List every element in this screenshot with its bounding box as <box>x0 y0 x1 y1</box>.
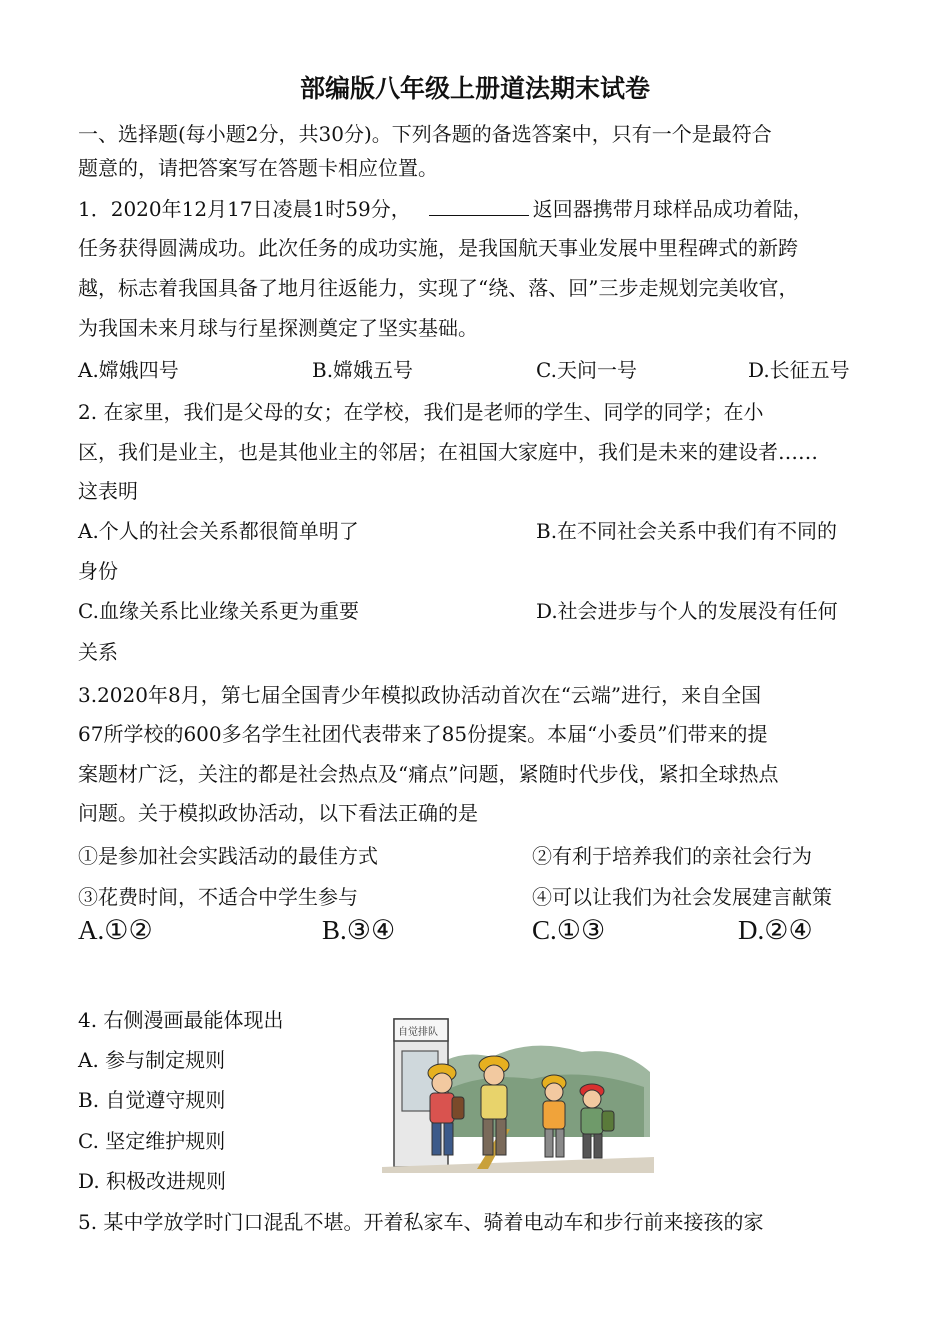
question-4-option-a: A. 参与制定规则 <box>78 1048 226 1072</box>
queue-cartoon <box>382 1017 654 1173</box>
question-1-option-a: A.嫦娥四号 <box>78 358 179 382</box>
question-2-option-c: C.血缘关系比业缘关系更为重要 <box>78 599 359 623</box>
section-instruction-line: 一、选择题(每小题2分，共30分)。下列各题的备选答案中，只有一个是最符合 <box>78 122 772 146</box>
question-1-line: 为我国未来月球与行星探测奠定了坚实基础。 <box>78 316 478 340</box>
question-3-line: 问题。关于模拟政协活动，以下看法正确的是 <box>78 801 478 825</box>
question-2-line: 这表明 <box>78 479 138 503</box>
question-2-option-d: D.社会进步与个人的发展没有任何 <box>536 599 838 623</box>
booth-sign-text: 自觉排队 <box>398 1027 438 1038</box>
question-4-option-c: C. 坚定维护规则 <box>78 1129 226 1153</box>
section-instruction-line: 题意的，请把答案写在答题卡相应位置。 <box>78 156 438 180</box>
question-3-option-a: A.①② <box>78 915 153 945</box>
question-3-line: 3.2020年8月，第七届全国青少年模拟政协活动首次在“云端”进行，来自全国 <box>78 683 762 707</box>
page-title: 部编版八年级上册道法期末试卷 <box>299 74 650 103</box>
person-figure <box>479 1056 509 1155</box>
question-1-option-b: B.嫦娥五号 <box>312 358 414 382</box>
question-3-statement-4: ④可以让我们为社会发展建言献策 <box>532 885 832 909</box>
question-3-option-b: B.③④ <box>322 915 396 945</box>
question-1-text: 1．2020年12月17日凌晨1时59分， <box>78 197 411 221</box>
question-3-statement-1: ①是参加社会实践活动的最佳方式 <box>78 844 378 868</box>
question-1-line: 任务获得圆满成功。此次任务的成功实施，是我国航天事业发展中里程碑式的新跨 <box>78 236 798 260</box>
question-1-text: 返回器携带月球样品成功着陆， <box>532 197 813 221</box>
question-4-stem: 4. 右侧漫画最能体现出 <box>78 1008 284 1032</box>
question-5-line: 5. 某中学放学时门口混乱不堪。开着私家车、骑着电动车和步行前来接孩的家 <box>78 1210 764 1234</box>
question-2-line: 2. 在家里，我们是父母的女；在学校，我们是老师的学生、同学的同学；在小 <box>78 400 764 424</box>
question-3-option-c: C.①③ <box>532 915 606 945</box>
question-2-option-b: B.在不同社会关系中我们有不同的 <box>536 519 838 543</box>
question-2-option-a: A.个人的社会关系都很简单明了 <box>78 519 359 543</box>
question-1-line <box>78 196 813 222</box>
question-2-option-d-cont: 关系 <box>78 640 118 664</box>
question-3-statement-2: ②有利于培养我们的亲社会行为 <box>532 844 812 868</box>
question-4-option-b: B. 自觉遵守规则 <box>78 1088 226 1112</box>
question-3-option-d: D.②④ <box>738 915 813 945</box>
question-1-option-c: C.天问一号 <box>536 358 637 382</box>
question-4-option-d: D. 积极改进规则 <box>78 1169 227 1193</box>
question-1-line: 越，标志着我国具备了地月往返能力，实现了“绕、落、回”三步走规划完美收官， <box>78 276 799 300</box>
question-1-option-d: D.长征五号 <box>748 358 850 382</box>
question-3-line: 案题材广泛，关注的都是社会热点及“痛点”问题，紧随时代步伐，紧扣全球热点 <box>78 762 779 786</box>
question-3-line: 67所学校的600多名学生社团代表带来了85份提案。本届“小委员”们带来的提 <box>78 722 768 746</box>
question-2-line: 区，我们是业主，也是其他业主的邻居；在祖国大家庭中，我们是未来的建设者…… <box>78 440 818 464</box>
question-2-option-b-cont: 身份 <box>78 559 118 583</box>
person-figure <box>542 1075 566 1157</box>
answer-blank <box>429 197 529 216</box>
question-3-statement-3: ③花费时间，不适合中学生参与 <box>78 885 358 909</box>
